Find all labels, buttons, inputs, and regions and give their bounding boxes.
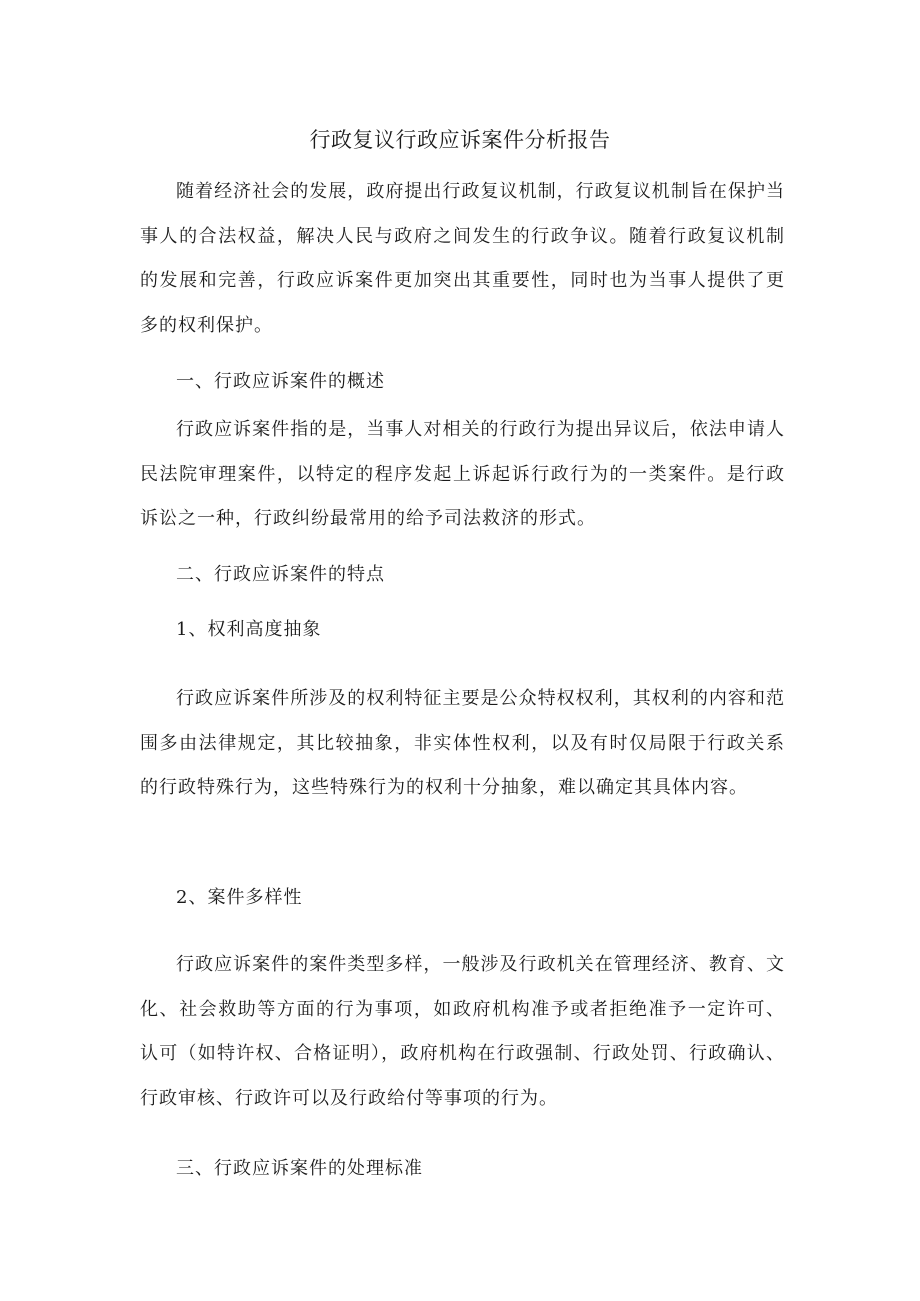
section-heading-overview: 一、行政应诉案件的概述 xyxy=(176,371,385,392)
section-heading-features: 二、行政应诉案件的特点 xyxy=(176,564,385,585)
abstract-rights-paragraph: 行政应诉案件所涉及的权利特征主要是公众特权权利，其权利的内容和范围多由法律规定，其比较抽象，非实体性权利，以及有时仅局限于行政关系的行政特殊行为，这些特殊行为的权利十分抽象，难以确定其具体内容。 xyxy=(140,688,785,798)
point-heading-abstract-rights: 1、权利高度抽象 xyxy=(176,619,322,640)
point-heading-diversity: 2、案件多样性 xyxy=(176,887,303,908)
overview-paragraph: 行政应诉案件指的是，当事人对相关的行政行为提出异议后，依法申请人民法院审理案件，以特定的程序发起上诉起诉行政行为的一类案件。是行政诉讼之一种，行政纠纷最常用的给予司法救济的形式。 xyxy=(140,419,785,529)
section-heading-standards: 三、行政应诉案件的处理标准 xyxy=(176,1158,423,1179)
document-title: 行政复议行政应诉案件分析报告 xyxy=(309,128,611,152)
intro-paragraph: 随着经济社会的发展，政府提出行政复议机制，行政复议机制旨在保护当事人的合法权益，解决人民与政府之间发生的行政争议。随着行政复议机制的发展和完善，行政应诉案件更加突出其重要性，同时也为当事人提供了更多的权利保护。 xyxy=(140,181,785,336)
diversity-paragraph: 行政应诉案件的案件类型多样，一般涉及行政机关在管理经济、教育、文化、社会救助等方面的行为事项，如政府机构准予或者拒绝准予一定许可、认可（如特许权、合格证明），政府机构在行政强制、行政处罚、行政确认、行政审核、行政许可以及行政给付等事项的行为。 xyxy=(140,954,785,1109)
